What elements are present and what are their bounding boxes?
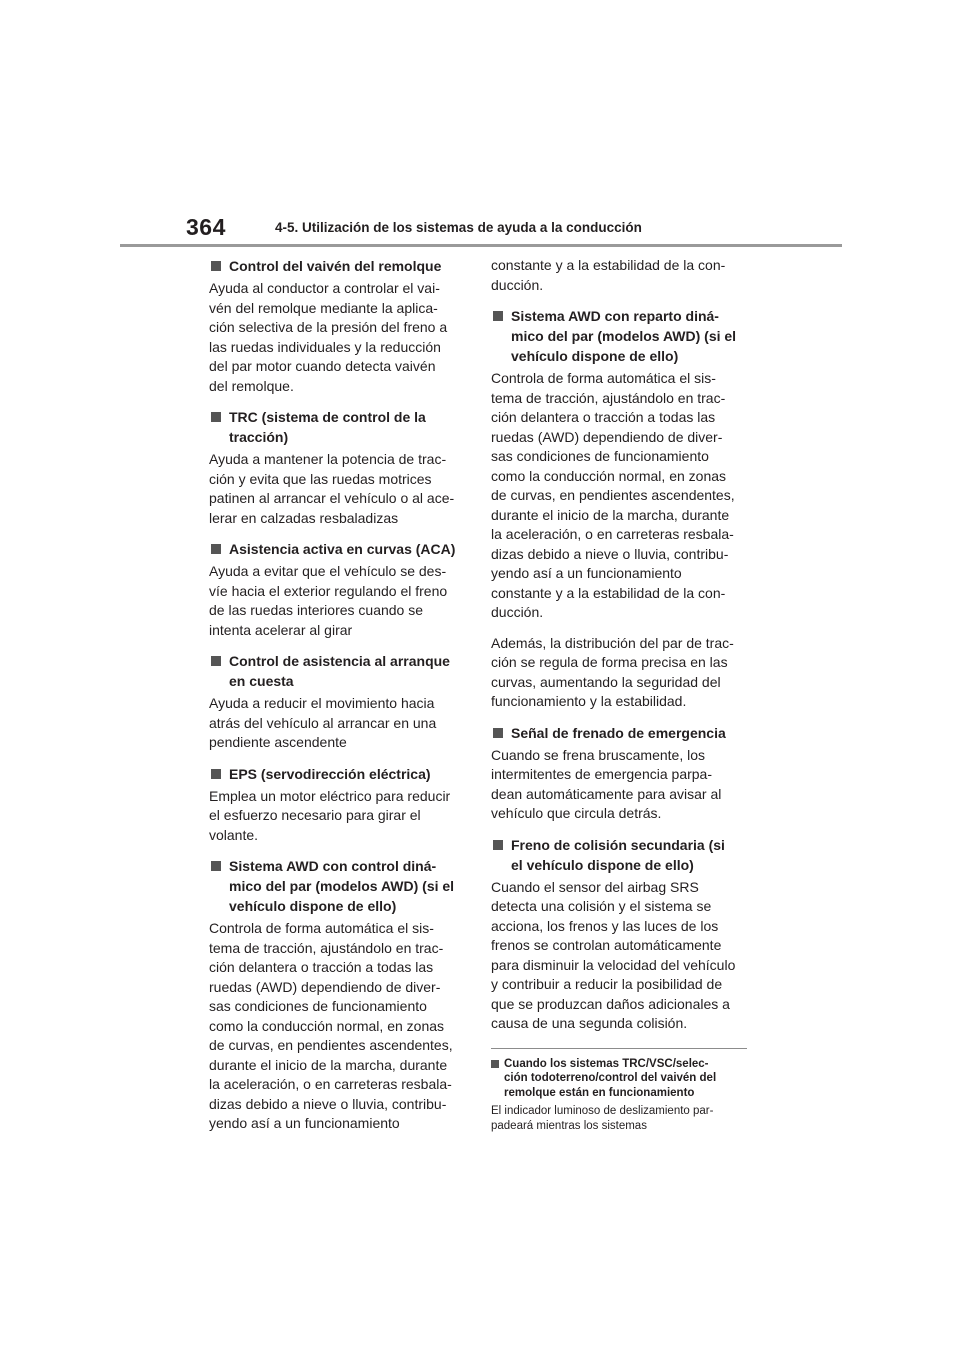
page-header (0, 0, 960, 250)
section-awd-dynamic-torque-control (209, 856, 463, 1134)
note-heading: Cuando los sistemas TRC/VSC/selec- ción todoterreno/control del vaivén del remolque están en funcionamiento (491, 1057, 745, 1101)
square-bullet-icon (211, 544, 221, 554)
section-heading: Sistema AWD con reparto diná- mico del par (modelos AWD) (si el vehículo dispone de ello) (491, 306, 745, 366)
section-heading: Sistema AWD con control diná- mico del par (modelos AWD) (si el vehículo dispone de ello) (209, 856, 463, 916)
section-trailer-sway-control (209, 256, 463, 396)
section-body: Ayuda a evitar que el vehículo se des- víe hacia el exterior regulando el freno de las ruedas interiores cuando se intenta acelerar al girar (209, 563, 448, 638)
section-secondary-collision-brake (491, 835, 745, 1034)
page-number: 364 (186, 214, 226, 240)
section-body-extra: Además, la distribución del par de trac- ción se regula de forma precisa en las curvas, aumentando la seguridad del funcionamiento y la estabilidad. (491, 634, 734, 709)
section-heading: Control de asistencia al arranque en cuesta (209, 651, 463, 691)
section-aca (209, 539, 463, 640)
section-trc (209, 407, 463, 528)
square-bullet-icon (211, 412, 221, 422)
section-awd-dynamic-torque-vectoring (491, 306, 745, 712)
section-body: Cuando se frena bruscamente, los intermitentes de emergencia parpa- dean automáticamente para avisar al vehículo que circula detrás. (491, 746, 722, 821)
square-bullet-icon (211, 261, 221, 271)
continued-text: constante y a la estabilidad de la con- ducción. (491, 257, 726, 293)
right-column (491, 256, 745, 1133)
section-body: Cuando el sensor del airbag SRS detecta una colisión y el sistema se acciona, los frenos y las luces de los frenos se controlan automáticamente para disminuir la velocidad del vehículo y contribuir a reducir la posibilidad de que se produzcan daños adicionales a causa de una segunda colisión. (491, 878, 736, 1031)
chapter-title: 4-5. Utilización de los sistemas de ayuda a la conducción (275, 220, 642, 235)
section-hill-start-assist (209, 651, 463, 753)
section-body: Controla de forma automática el sis- tema de tracción, ajustándolo en trac- ción delantera o tracción a todas las ruedas (AWD) dependiendo de diver- sas condiciones de funcionamiento como la conducción normal, en zonas de curvas, en pendientes ascendentes, durante el inicio de la marcha, durante la aceleración, o en carreteras resbala- dizas debido a nieve o lluvia, contribu- yendo así a un funcionamiento (209, 920, 453, 1131)
section-heading: EPS (servodirección eléctrica) (209, 764, 463, 784)
section-heading: Asistencia activa en curvas (ACA) (209, 539, 463, 559)
section-heading: Control del vaivén del remolque (209, 256, 463, 276)
square-bullet-icon (493, 311, 503, 321)
left-column (209, 256, 463, 1145)
square-bullet-icon (493, 840, 503, 850)
square-bullet-icon (211, 656, 221, 666)
section-body: Controla de forma automática el sis- tema de tracción, ajustándolo en trac- ción delantera o tracción a todas las ruedas (AWD) dependiendo de diver- sas condiciones de funcionamiento como la conducción normal, en zonas de curvas, en pendientes ascendentes, durante el inicio de la marcha, durante la aceleración, o en carreteras resbala- dizas debido a nieve o lluvia, contribu- yendo así a un funcionamiento constante y a la estabilidad de la con- ducción. (491, 370, 735, 620)
section-body: Ayuda al conductor a controlar el vai- vén del remolque mediante la aplica- ción selectiva de la presión del freno a las ruedas individuales y la reducción del par motor cuando detecta vaivén del remolque. (209, 280, 448, 394)
section-body: Emplea un motor eléctrico para reducir el esfuerzo necesario para girar el volante. (209, 787, 451, 843)
note-body: El indicador luminoso de deslizamiento par- padeará mientras los sistemas (491, 1105, 714, 1132)
section-heading: Freno de colisión secundaria (si el vehículo dispone de ello) (491, 835, 745, 875)
section-emergency-brake-signal (491, 723, 745, 824)
section-body: Ayuda a reducir el movimiento hacia atrás del vehículo al arrancar en una pendiente ascendente (209, 695, 437, 750)
section-eps (209, 764, 463, 846)
section-heading: Señal de frenado de emergencia (491, 723, 745, 743)
square-bullet-icon (211, 861, 221, 871)
section-body: Ayuda a mantener la potencia de trac- ción y evita que las ruedas motrices patinen al arrancar el vehículo o al ace- lerar en calzadas resbaladizas (209, 451, 455, 526)
note-divider (491, 1048, 747, 1049)
section-heading: TRC (sistema de control de la tracción) (209, 407, 463, 447)
note-block (491, 1057, 745, 1134)
header-divider (120, 244, 842, 247)
square-bullet-icon (491, 1060, 499, 1068)
square-bullet-icon (211, 769, 221, 779)
square-bullet-icon (493, 728, 503, 738)
